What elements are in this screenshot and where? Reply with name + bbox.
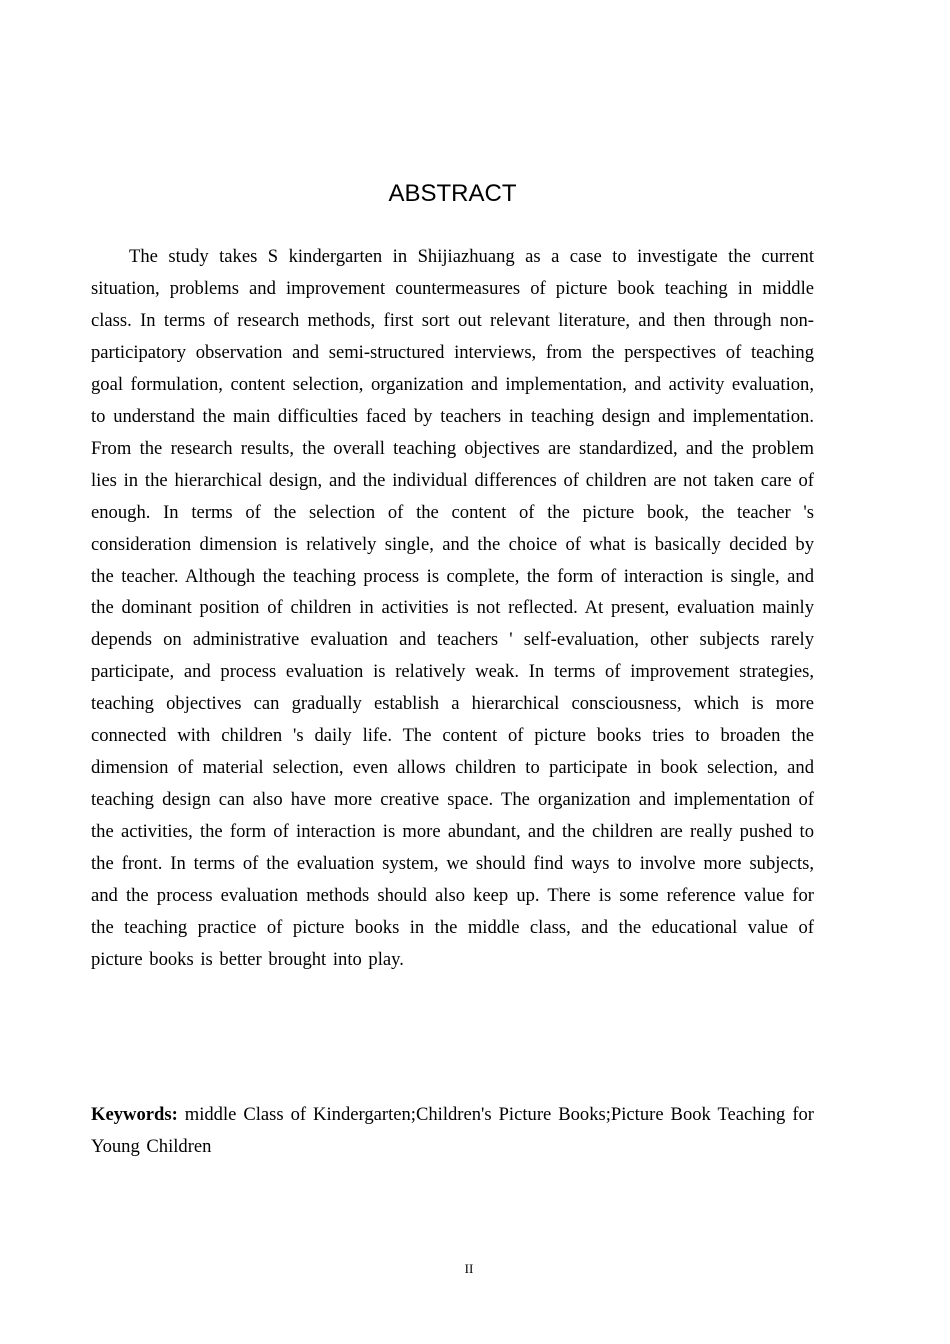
keywords-label: Keywords: [91, 1104, 178, 1125]
page-number: II [464, 1261, 474, 1276]
keywords-paragraph [91, 1099, 814, 1163]
abstract-body: The study takes S kindergarten in Shijiazhuang as a case to investigate the current situation, problems and improvement countermeasures of picture book teaching in middle class. In terms of research methods, first sort out relevant literature, and then through non-participatory observation and semi-structured interviews, from the perspectives of teaching goal formulation, content selection, organization and implementation, and activity evaluation, to understand the main difficulties faced by teachers in teaching design and implementation. From the research results, the overall teaching objectives are standardized, and the problem lies in the hierarchical design, and the individual differences of children are not taken care of enough. In terms of the selection of the content of the picture book, the teacher 's consideration dimension is relatively single, and the choice of what is basically decided by the teacher. Although the teaching process is complete, the form of interaction is single, and the dominant position of children in activities is not reflected. At present, evaluation mainly depends on administrative evaluation and teachers ' self-evaluation, other subjects rarely participate, and process evaluation is relatively weak. In terms of improvement strategies, teaching objectives can gradually establish a hierarchical consciousness, which is more connected with children 's daily life. The content of picture books tries to broaden the dimension of material selection, even allows children to participate in book selection, and teaching design can also have more creative space. The organization and implementation of the activities, the form of interaction is more abundant, and the children are really pushed to the front. In terms of the evaluation system, we should find ways to involve more subjects, and the process evaluation methods should also keep up. There is some reference value for the teaching practice of picture books in the middle class, and the educational value of picture books is better brought into play. [91, 246, 814, 970]
keywords-text: middle Class of Kindergarten;Children's Picture Books;Picture Book Teaching for Young Children [91, 1104, 814, 1157]
abstract-title: ABSTRACT [388, 180, 517, 207]
